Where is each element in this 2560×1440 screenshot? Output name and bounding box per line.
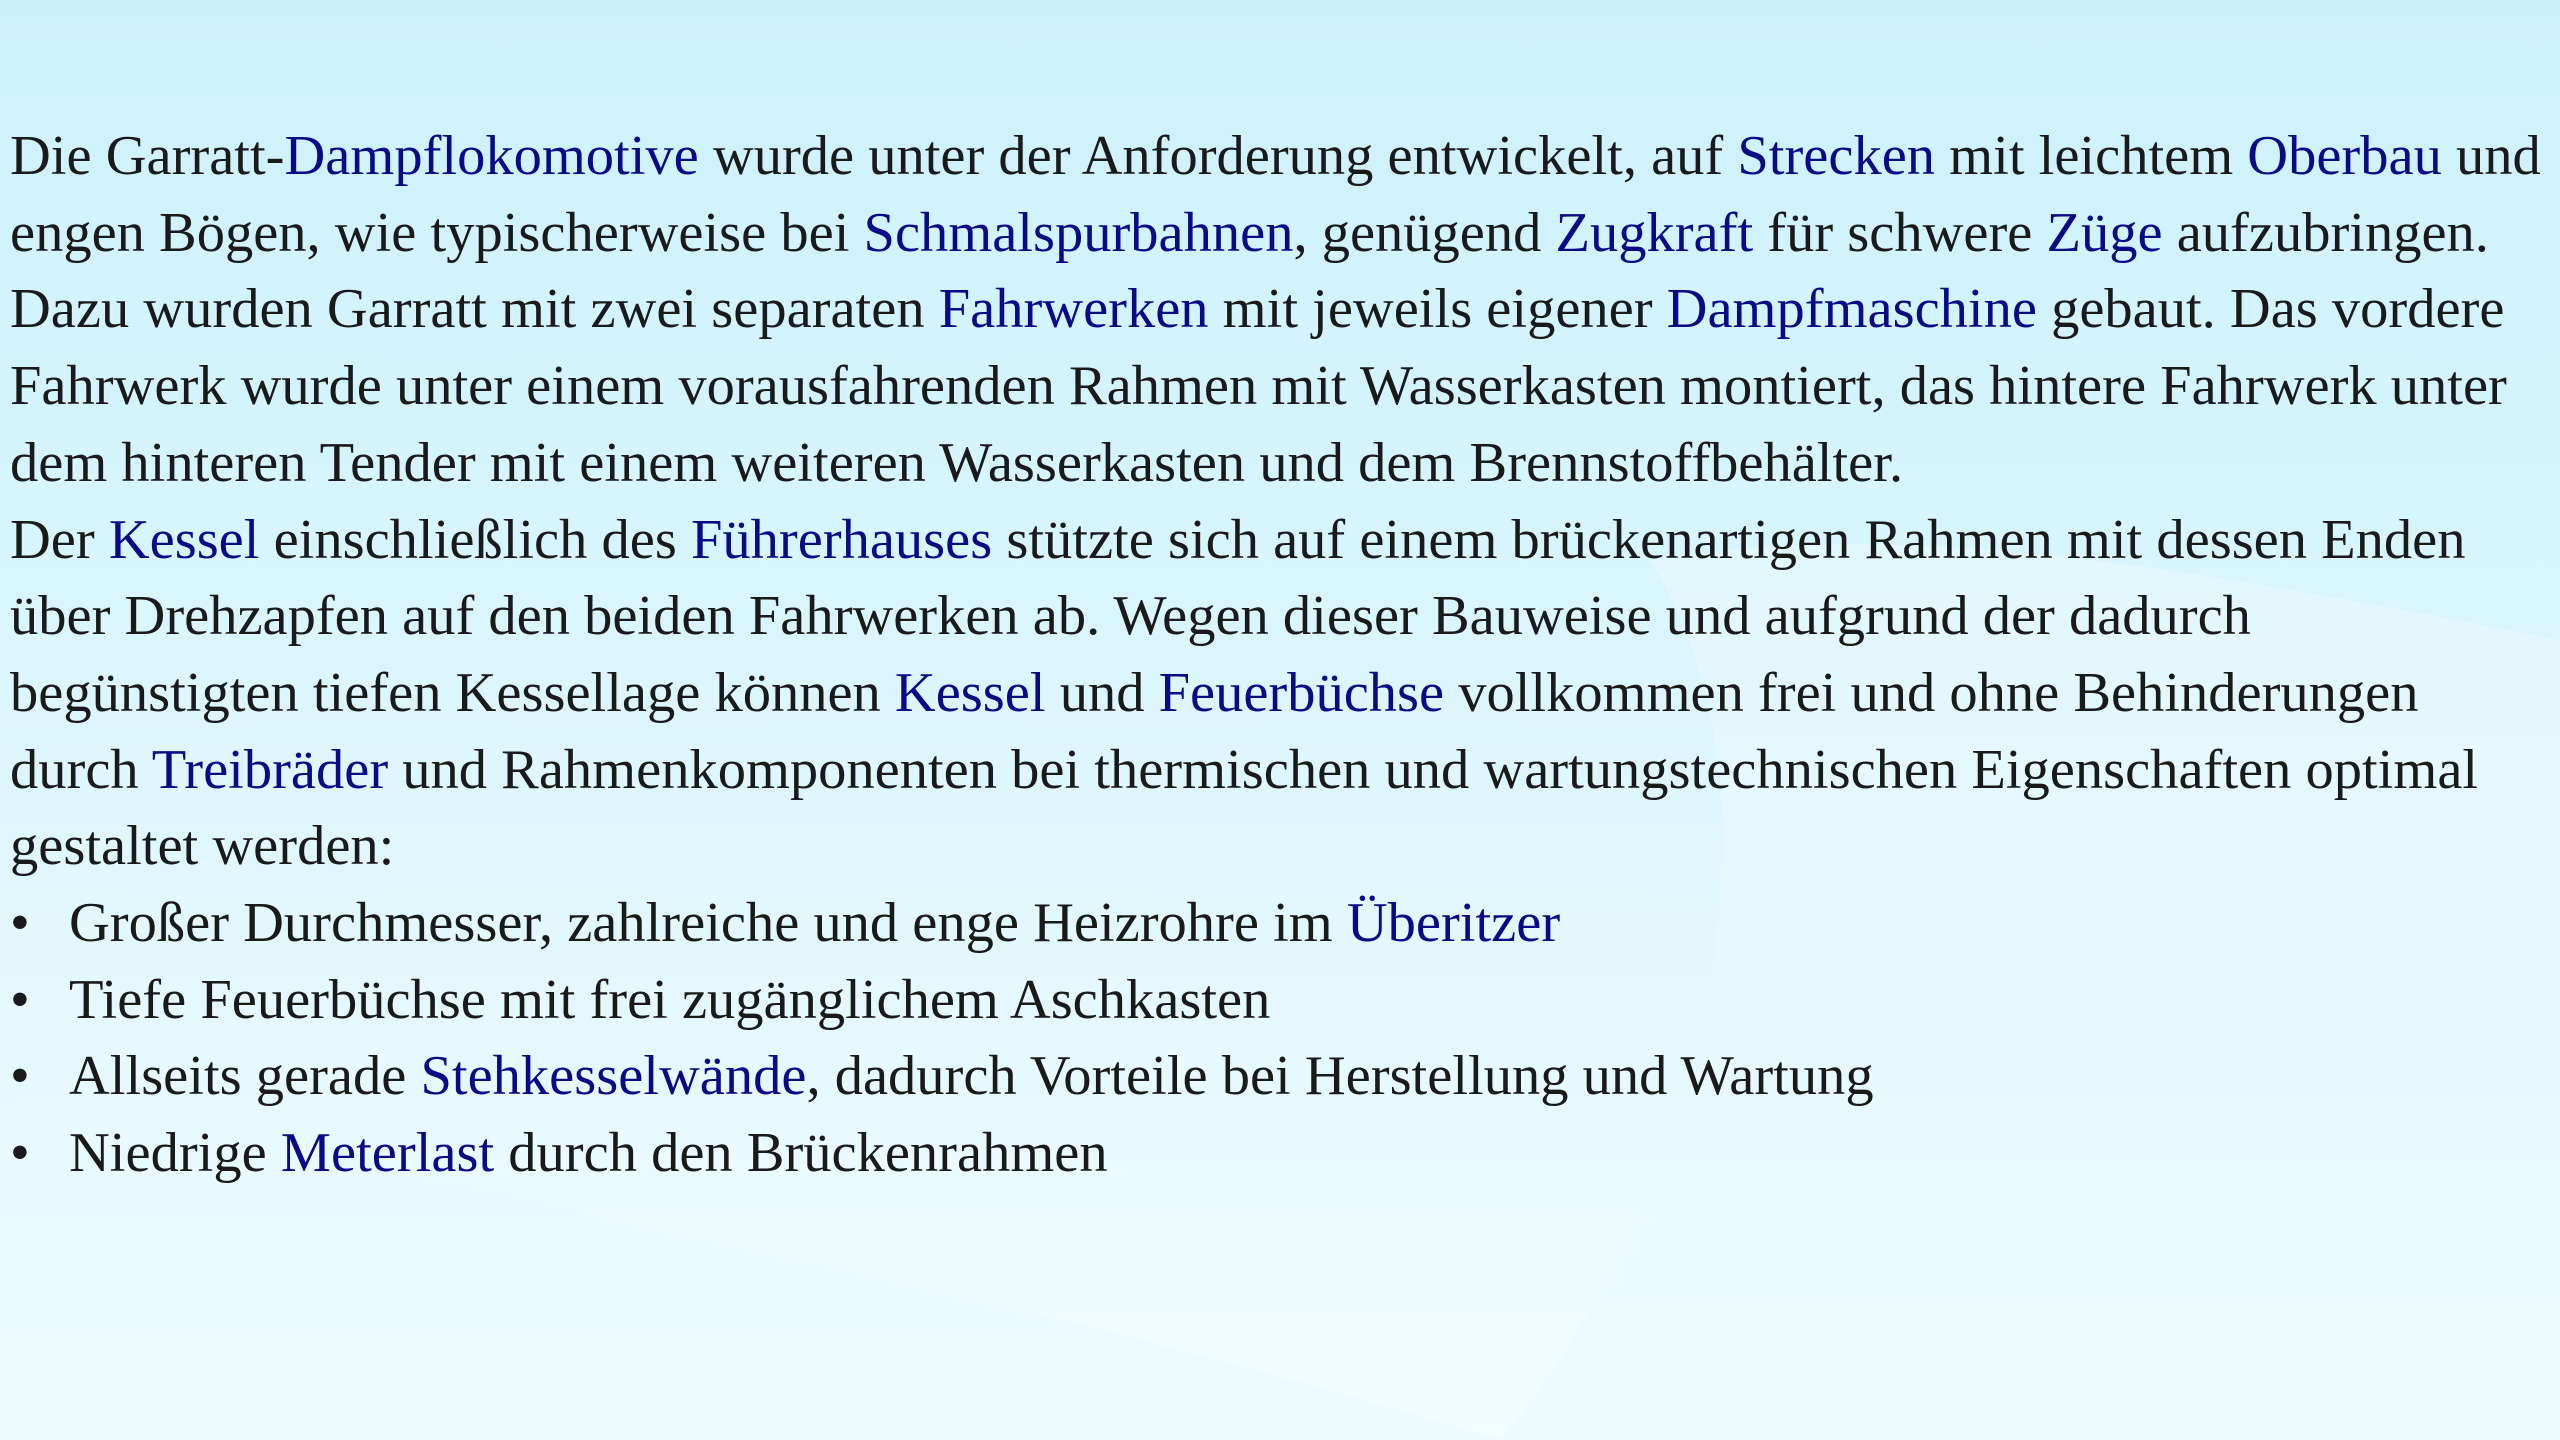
text-run: Großer Durchmesser, zahlreiche und enge Heizrohre im [69, 892, 1347, 955]
link-kessel-2[interactable]: Kessel [894, 661, 1046, 724]
paragraph-kessel-rahmen [10, 502, 2550, 886]
link-treibraeder[interactable]: Treibräder [151, 738, 389, 801]
link-zuege[interactable]: Züge [2046, 201, 2163, 264]
text-run: Die Garratt- [10, 125, 285, 187]
link-strecken[interactable]: Strecken [1737, 125, 1936, 187]
text-run: stützte sich auf einem brückenartigen Rahmen mit dessen Enden über Drehzapfen auf den beiden Fahrwerken ab. Wegen dieser Bauweise und aufgrund der dadurch begünstigten tiefen Kessellage können [10, 508, 2466, 724]
text-run: und engen Bögen, wie typischerweise bei [10, 125, 2541, 264]
text-run: und [1045, 661, 1159, 724]
bullet-marker: • [10, 1122, 30, 1185]
bullet-marker: • [10, 968, 30, 1031]
text-run: , dadurch Vorteile bei Herstellung und Wartung [806, 1045, 1874, 1108]
link-dampflokomotive[interactable]: Dampflokomotive [284, 125, 699, 187]
bullet-list-advantages [10, 885, 2550, 1192]
list-item [10, 1038, 2550, 1115]
slide-text-content [10, 118, 2550, 1192]
bullet-marker: • [10, 1045, 30, 1108]
bullet-marker: • [10, 892, 30, 955]
text-run: für schwere [1753, 201, 2047, 264]
text-run: Niedrige [69, 1122, 281, 1185]
link-stehkesselwaende[interactable]: Stehkesselwände [420, 1045, 807, 1108]
paragraph-garratt-design [10, 118, 2550, 502]
text-run: vollkommen frei und ohne Behinderungen durch [10, 661, 2419, 801]
text-run: und Rahmenkomponenten bei thermischen und wartungstechnischen Eigenschaften optimal gestaltet werden: [10, 738, 2479, 878]
link-oberbau[interactable]: Oberbau [2247, 125, 2442, 187]
link-zugkraft[interactable]: Zugkraft [1555, 201, 1754, 264]
link-feuerbuechse[interactable]: Feuerbüchse [1158, 661, 1445, 724]
link-schmalspurbahnen[interactable]: Schmalspurbahnen [863, 201, 1294, 264]
list-item [10, 962, 2550, 1039]
text-run: einschließlich des [259, 508, 691, 571]
text-run: , genügend [1293, 201, 1556, 264]
text-run: wurde unter der Anforderung entwickelt, auf [698, 125, 1738, 187]
text-run: Der [10, 508, 109, 571]
text-run: gebaut. Das vordere Fahrwerk wurde unter einem vorausfahrenden Rahmen mit Wasserkasten montiert, das hintere Fahrwerk unter dem hinteren Tender mit einem weiteren Wasserkasten und dem Brennstoffbehälter. [10, 278, 2507, 494]
text-run: aufzubringen. Dazu wurden Garratt mit zwei separaten [10, 201, 2489, 341]
link-meterlast[interactable]: Meterlast [280, 1122, 495, 1185]
link-dampfmaschine[interactable]: Dampfmaschine [1666, 278, 2037, 341]
list-item [10, 1115, 2550, 1192]
link-fahrwerken[interactable]: Fahrwerken [938, 278, 1209, 341]
list-item [10, 885, 2550, 962]
text-run: mit leichtem [1935, 125, 2248, 187]
text-run: Allseits gerade [69, 1045, 421, 1108]
text-run: Tiefe Feuerbüchse mit frei zugänglichem Aschkasten [69, 968, 1271, 1031]
text-run: mit jeweils eigener [1208, 278, 1667, 341]
link-kessel[interactable]: Kessel [108, 508, 260, 571]
link-fuehrerhauses[interactable]: Führerhauses [690, 508, 993, 571]
text-run: durch den Brückenrahmen [494, 1122, 1108, 1185]
link-ueberitzer[interactable]: Überitzer [1346, 892, 1561, 955]
